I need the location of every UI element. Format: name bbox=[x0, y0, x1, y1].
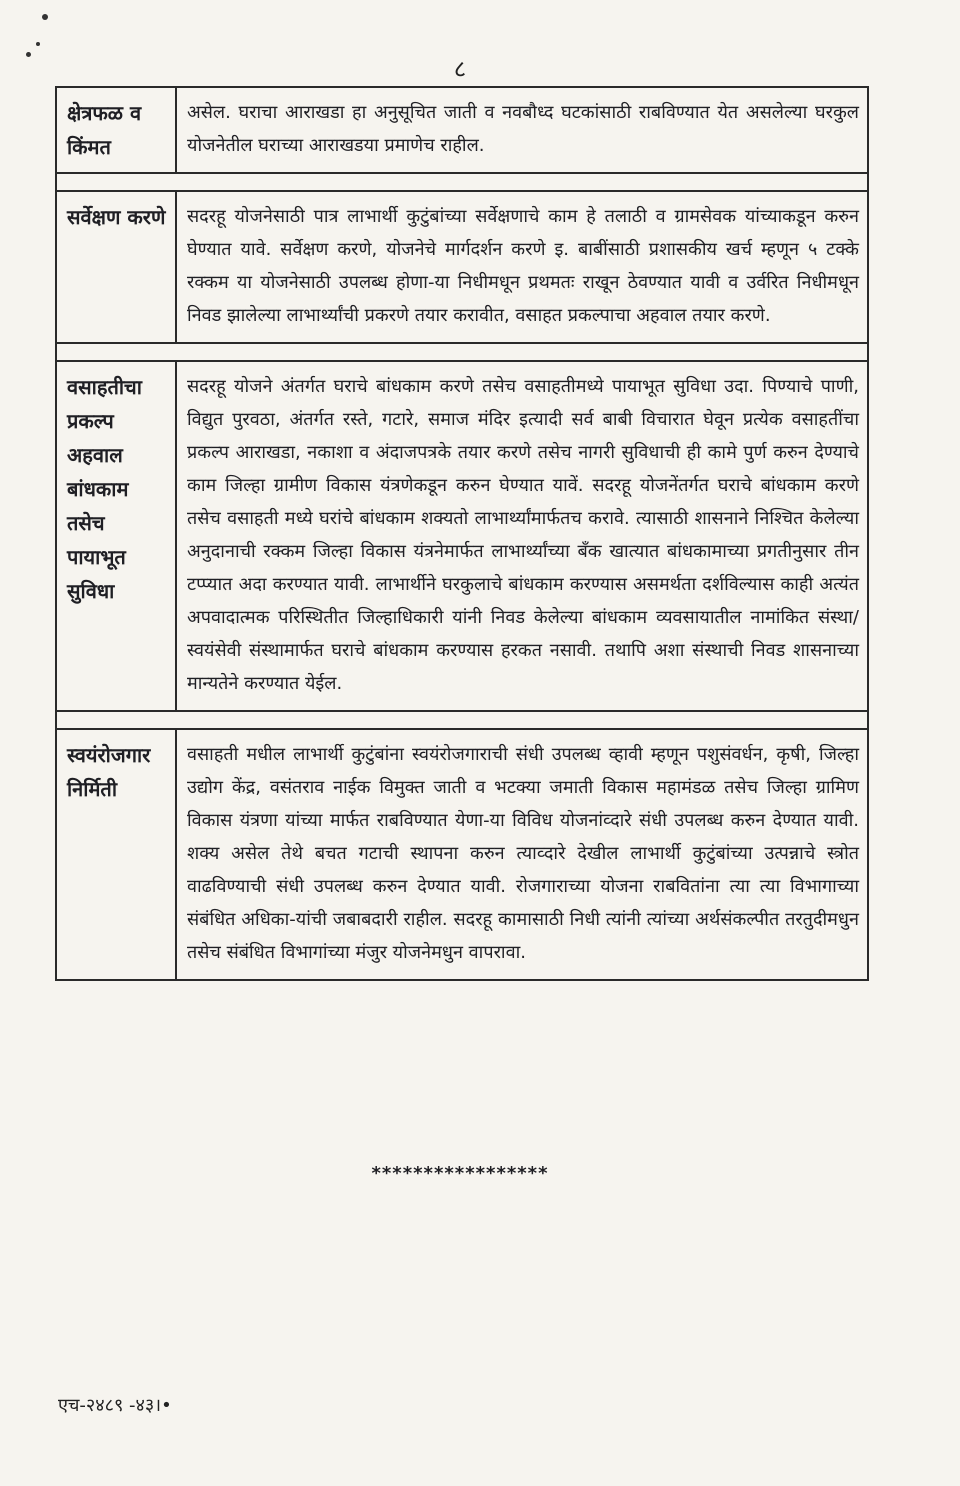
scheme-table bbox=[55, 86, 869, 981]
table-row-area-cost bbox=[57, 86, 867, 172]
table-row-project-report bbox=[57, 360, 867, 710]
row-text: सदरहू योजनेसाठी पात्र लाभार्थी कुटुंबांच्या सर्वेक्षणाचे काम हे तलाठी व ग्रामसेवक यांच्याकडून करुन घेण्यात यावे. सर्वेक्षण करणे, योजनेचे मार्गदर्शन करणे इ. बाबींसाठी प्रशासकीय खर्च म्हणून ५ टक्के रक्कम या योजनेसाठी उपलब्ध होणा-या निधीमधून प्रथमतः राखून ठेवण्यात यावी व उर्वरित निधीमधून निवड झालेल्या लाभार्थ्यांची प्रकरणे तयार करावीत, वसाहत प्रकल्पाचा अहवाल तयार करणे. bbox=[187, 206, 859, 326]
table-row-survey bbox=[57, 190, 867, 342]
row-text: असेल. घराचा आराखडा हा अनुसूचित जाती व नवबौध्द घटकांसाठी राबविण्यात येत असलेल्या घरकुल योजनेतील घराच्या आराखडया प्रमाणेच राहील. bbox=[187, 102, 859, 156]
table-row-self-employment bbox=[57, 728, 867, 979]
scan-speck bbox=[36, 42, 40, 46]
row-text: वसाहती मधील लाभार्थी कुटुंबांना स्वयंरोजगाराची संधी उपलब्ध व्हावी म्हणून पशुसंवर्धन, कृषी, जिल्हा उद्योग केंद्र, वसंतराव नाईक विमुक्त जाती व भटक्या जमाती विकास महामंडळ तसेच जिल्हा ग्रामिण विकास यंत्रणा यांच्या मार्फत राबविण्यात येणा-या विविध योजनांव्दारे संधी उपलब्ध करुन देण्यात यावी. शक्य असेल तेथे बचत गटाची स्थापना करुन त्याव्दारे देखील लाभार्थी कुटुंबांच्या उत्पन्नाचे स्त्रोत वाढविण्याची संधी उपलब्ध करुन देण्यात यावी. रोजगाराच्या योजना राबवितांना त्या त्या विभागाच्या संबंधित अधिका-यांची जबाबदारी राहील. सदरहू कामासाठी निधी त्यांनी त्यांच्या अर्थसंकल्पीत तरतुदीमधुन तसेच संबंधित विभागांच्या मंजुर योजनेमधुन वापरावा. bbox=[187, 744, 859, 963]
scan-speck bbox=[42, 14, 48, 20]
page-number: ८ bbox=[453, 55, 467, 83]
row-separator bbox=[57, 342, 867, 360]
row-label: वसाहतीचा प्रकल्प अहवाल बांधकाम तसेच पायाभूत सुविधा bbox=[57, 362, 177, 710]
row-separator bbox=[57, 172, 867, 190]
row-label: सर्वेक्षण करणे bbox=[57, 192, 177, 342]
row-label: क्षेत्रफळ व किंमत bbox=[57, 88, 177, 172]
end-divider: ***************** bbox=[371, 1163, 549, 1184]
row-label: स्वयंरोजगार निर्मिती bbox=[57, 730, 177, 979]
row-text: सदरहू योजने अंतर्गत घराचे बांधकाम करणे तसेच वसाहतीमध्ये पायाभूत सुविधा उदा. पिण्याचे पाणी, विद्युत पुरवठा, अंतर्गत रस्ते, गटारे, समाज मंदिर इत्यादी सर्व बाबी विचारात घेवून प्रत्येक वसाहतींचा प्रकल्प आराखडा, नकाशा व अंदाजपत्रके तयार करणे तसेच नागरी सुविधाची ही कामे पुर्ण करुन देण्याचे काम जिल्हा ग्रामीण विकास यंत्रणेकडून करुन घेण्यात यावें. सदरहू योजनेंतर्गत घराचे बांधकाम करणे तसेच वसाहती मध्ये घरांचे बांधकाम शक्यतो लाभार्थ्यांमार्फतच करावे. त्यासाठी शासनाने निश्चित केलेल्या अनुदानाची रक्कम जिल्हा विकास यंत्रनेमार्फत लाभार्थ्यांच्या बँक खात्यात बांधकामाच्या प्रगतीनुसार तीन टप्प्यात अदा करण्यात यावी. लाभार्थीने घरकुलाचे बांधकाम करण्यास असमर्थता दर्शविल्यास काही अत्यंत अपवादात्मक परिस्थितीत जिल्हाधिकारी यांनी निवड केलेल्या बांधकाम व्यवसायातील नामांकित संस्था/स्वयंसेवी संस्थामार्फत घराचे बांधकाम करण्यास हरकत नसावी. तथापि अशा संस्थाची निवड शासनाच्या मान्यतेने करण्यात येईल. bbox=[187, 376, 859, 694]
footer-code: एच-२४८९ -४३।• bbox=[58, 1395, 172, 1416]
row-separator bbox=[57, 710, 867, 728]
